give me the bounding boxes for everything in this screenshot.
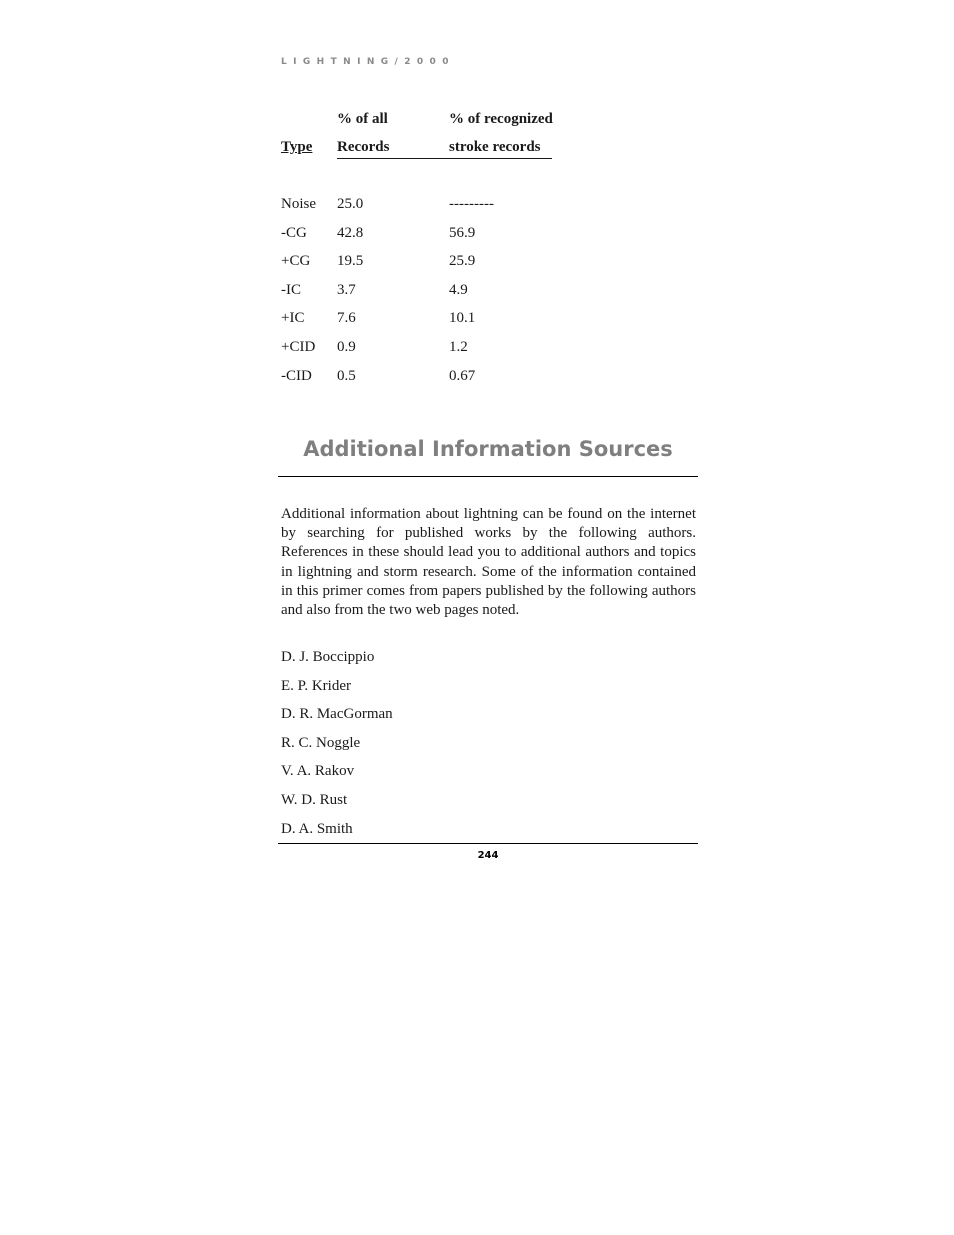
running-header: LIGHTNING/2000: [281, 57, 455, 67]
pct-recognized-cell: 10.1: [449, 310, 476, 327]
pct-all-cell: 42.8: [337, 224, 364, 241]
type-cell: -CG: [281, 224, 307, 241]
page-number: 244: [477, 850, 499, 861]
author-list: [281, 649, 393, 849]
pct-all-cell: 0.5: [337, 367, 356, 384]
pct-recognized-cell: 25.9: [449, 253, 476, 270]
footer-divider: [278, 843, 698, 844]
pct-all-cell: 19.5: [337, 253, 364, 270]
table-header-col3-line1: % of recognized: [449, 111, 553, 127]
type-cell: +CID: [281, 338, 316, 355]
author-item: E. P. Krider: [281, 677, 351, 694]
pct-recognized-cell: ---------: [449, 196, 494, 212]
type-cell: -CID: [281, 367, 312, 384]
table-header-type: Type: [281, 139, 313, 155]
type-cell: Noise: [281, 196, 316, 212]
author-item: D. A. Smith: [281, 820, 353, 837]
pct-all-cell: 25.0: [337, 196, 364, 212]
type-cell: +CG: [281, 253, 311, 270]
intro-paragraph: Additional information about lightning can be found on the internet by searching for published works by the following authors. References in these should lead you to additional authors and topics in lightning and storm research. Some of the information contained in this primer comes from papers published by the following authors and also from the two web pages noted.: [281, 506, 696, 619]
pct-all-cell: 3.7: [337, 281, 356, 298]
pct-recognized-cell: 4.9: [449, 281, 468, 298]
type-cell: +IC: [281, 310, 305, 327]
table-header-col2-line1: % of all: [337, 111, 388, 127]
type-cell: -IC: [281, 281, 301, 298]
author-item: R. C. Noggle: [281, 734, 361, 751]
pct-recognized-cell: 1.2: [449, 338, 468, 355]
table-header-stroke-records: stroke records: [449, 139, 541, 155]
pct-all-cell: 0.9: [337, 338, 356, 355]
author-item: D. R. MacGorman: [281, 706, 393, 723]
table-header-records: Records: [337, 139, 390, 155]
pct-recognized-cell: 0.67: [449, 367, 476, 384]
author-item: W. D. Rust: [281, 791, 348, 808]
author-item: D. J. Boccippio: [281, 649, 375, 665]
author-item: V. A. Rakov: [281, 763, 355, 780]
pct-all-cell: 7.6: [337, 310, 356, 327]
section-title: Additional Information Sources: [303, 437, 673, 461]
section-divider: [278, 476, 698, 477]
pct-recognized-cell: 56.9: [449, 224, 476, 241]
